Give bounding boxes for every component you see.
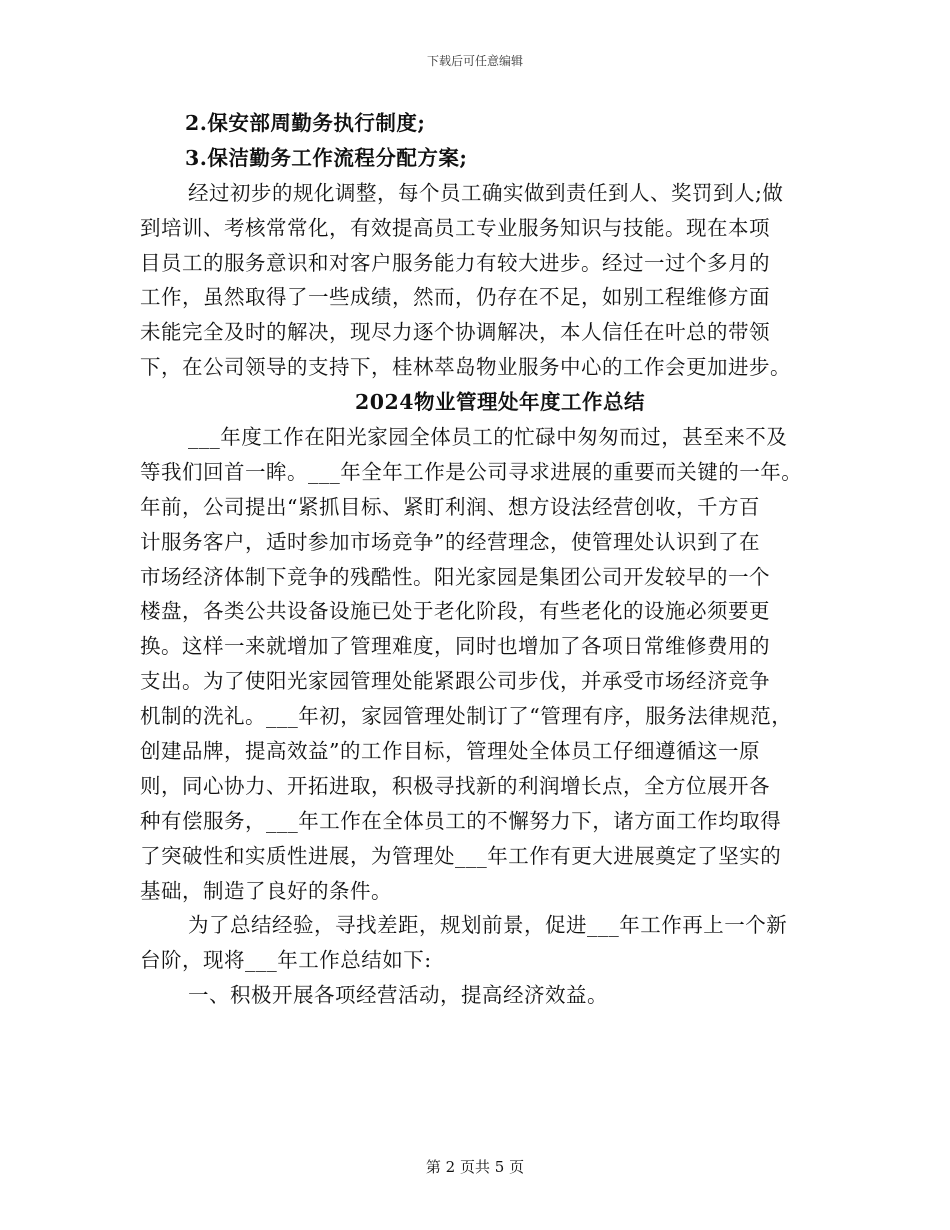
paragraph-line: 工作，虽然取得了一些成绩，然而，仍存在不足，如别工程维修方面 [140, 285, 770, 310]
paragraph-line: 换。这样一来就增加了管理难度，同时也增加了各项日常维修费用的 [140, 634, 770, 659]
paragraph-line: 则，同心协力、开拓进取，积极寻找新的利润增长点，全方位展开各 [140, 773, 770, 798]
list-item-cleaning-plan: 3.保洁勤务工作流程分配方案; [185, 145, 468, 170]
document-body [140, 106, 820, 1013]
list-item-security-schedule: 2.保安部周勤务执行制度; [185, 111, 426, 135]
paragraph-line: 台阶，现将___年工作总结如下: [140, 948, 432, 973]
paragraph-line: 楼盘，各类公共设备设施已处于老化阶段，有些老化的设施必须要更 [140, 599, 770, 624]
paragraph-line: 为了总结经验，寻找差距，规划前景，促进___年工作再上一个新 [188, 913, 788, 938]
paragraph-line: 经过初步的规化调整，每个员工确实做到责任到人、奖罚到人;做 [188, 180, 784, 205]
paragraph-line: 机制的洗礼。___年初，家园管理处制订了“管理有序，服务法律规范， [140, 704, 793, 729]
paragraph-line: 支出。为了使阳光家园管理处能紧跟公司步伐，并承受市场经济竞争 [140, 669, 770, 694]
paragraph-line: 种有偿服务，___年工作在全体员工的不懈努力下，诸方面工作均取得 [140, 808, 782, 833]
section-title: 2024物业管理处年度工作总结 [354, 390, 646, 415]
paragraph-line: 目员工的服务意识和对客户服务能力有较大进步。经过一过个多月的 [140, 250, 770, 275]
paragraph-line: 等我们回首一眸。___年全年工作是公司寻求进展的重要而关键的一年。 [140, 459, 803, 484]
page-header: 下载后可任意编辑 [426, 54, 523, 68]
paragraph-line: 到培训、考核常常化，有效提高员工专业服务知识与技能。现在本项 [140, 215, 770, 240]
paragraph-line: 年前，公司提出“紧抓目标、紧盯利润、想方设法经营创收，千方百 [140, 494, 760, 519]
paragraph-line: ___年度工作在阳光家园全体员工的忙碌中匆匆而过，甚至来不及 [188, 425, 788, 450]
paragraph-line: 下，在公司领导的支持下，桂林萃岛物业服务中心的工作会更加进步。 [140, 355, 791, 380]
paragraph-line: 基础，制造了良好的条件。 [140, 878, 392, 903]
paragraph-line: 市场经济体制下竞争的残酷性。阳光家园是集团公司开发较早的一个 [140, 564, 770, 589]
paragraph-line: 了突破性和实质性进展，为管理处___年工作有更大进展奠定了坚实的 [140, 843, 782, 868]
paragraph-line: 创建品牌，提高效益”的工作目标，管理处全体员工仔细遵循这一原 [140, 739, 760, 764]
paragraph-line: 未能完全及时的解决，现尽力逐个协调解决，本人信任在叶总的带领 [140, 320, 770, 345]
section-heading: 一、积极开展各项经营活动，提高经济效益。 [188, 983, 608, 1008]
paragraph-line: 计服务客户，适时参加市场竞争”的经营理念，使管理处认识到了在 [140, 529, 760, 554]
page-footer: 第 2 页共 5 页 [425, 1158, 525, 1176]
